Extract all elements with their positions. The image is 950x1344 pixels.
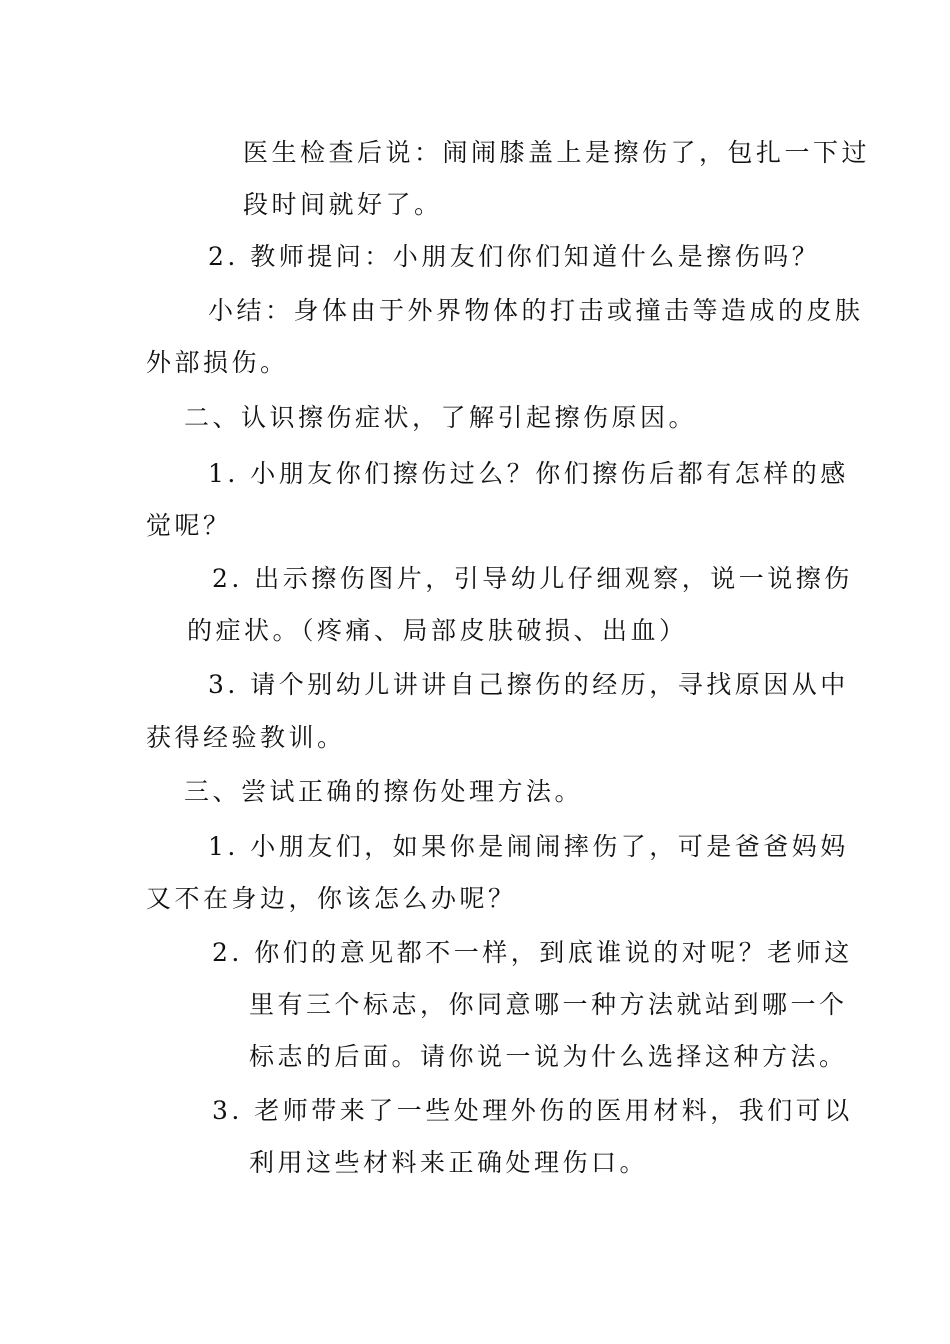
text-line-14: 1. 小朋友们，如果你是闹闹摔伤了，可是爸爸妈妈 <box>208 832 849 861</box>
text-line-3: 2. 教师提问：小朋友们你们知道什么是擦伤吗？ <box>208 242 821 271</box>
text-line-18: 标志的后面。请你说一说为什么选择这种方法。 <box>249 1042 848 1071</box>
text-line-6: 二、认识擦伤症状，了解引起擦伤原因。 <box>184 403 698 432</box>
text-line-20: 利用这些材料来正确处理伤口。 <box>249 1148 649 1177</box>
text-line-1: 医生检查后说：闹闹膝盖上是擦伤了，包扎一下过 <box>243 138 871 167</box>
text-line-10: 的症状。（疼痛、局部皮肤破损、出血） <box>187 616 688 645</box>
text-line-13: 三、尝试正确的擦伤处理方法。 <box>184 777 584 806</box>
text-line-8: 觉呢？ <box>146 511 232 540</box>
text-line-2: 段时间就好了。 <box>243 190 443 219</box>
text-line-12: 获得经验教训。 <box>146 723 346 752</box>
text-line-17: 里有三个标志，你同意哪一种方法就站到哪一个 <box>249 990 848 1019</box>
text-line-4: 小结：身体由于外界物体的打击或撞击等造成的皮肤 <box>208 296 864 325</box>
text-line-11: 3. 请个别幼儿讲讲自己擦伤的经历，寻找原因从中 <box>208 670 849 699</box>
text-line-19: 3. 老师带来了一些处理外伤的医用材料，我们可以 <box>212 1096 853 1125</box>
text-line-7: 1. 小朋友你们擦伤过么？你们擦伤后都有怎样的感 <box>208 459 849 488</box>
text-line-5: 外部损伤。 <box>146 348 289 377</box>
text-line-9: 2. 出示擦伤图片，引导幼儿仔细观察，说一说擦伤 <box>212 564 853 593</box>
text-line-15: 又不在身边，你该怎么办呢？ <box>146 884 517 913</box>
text-line-16: 2. 你们的意见都不一样，到底谁说的对呢？老师这 <box>212 938 853 967</box>
